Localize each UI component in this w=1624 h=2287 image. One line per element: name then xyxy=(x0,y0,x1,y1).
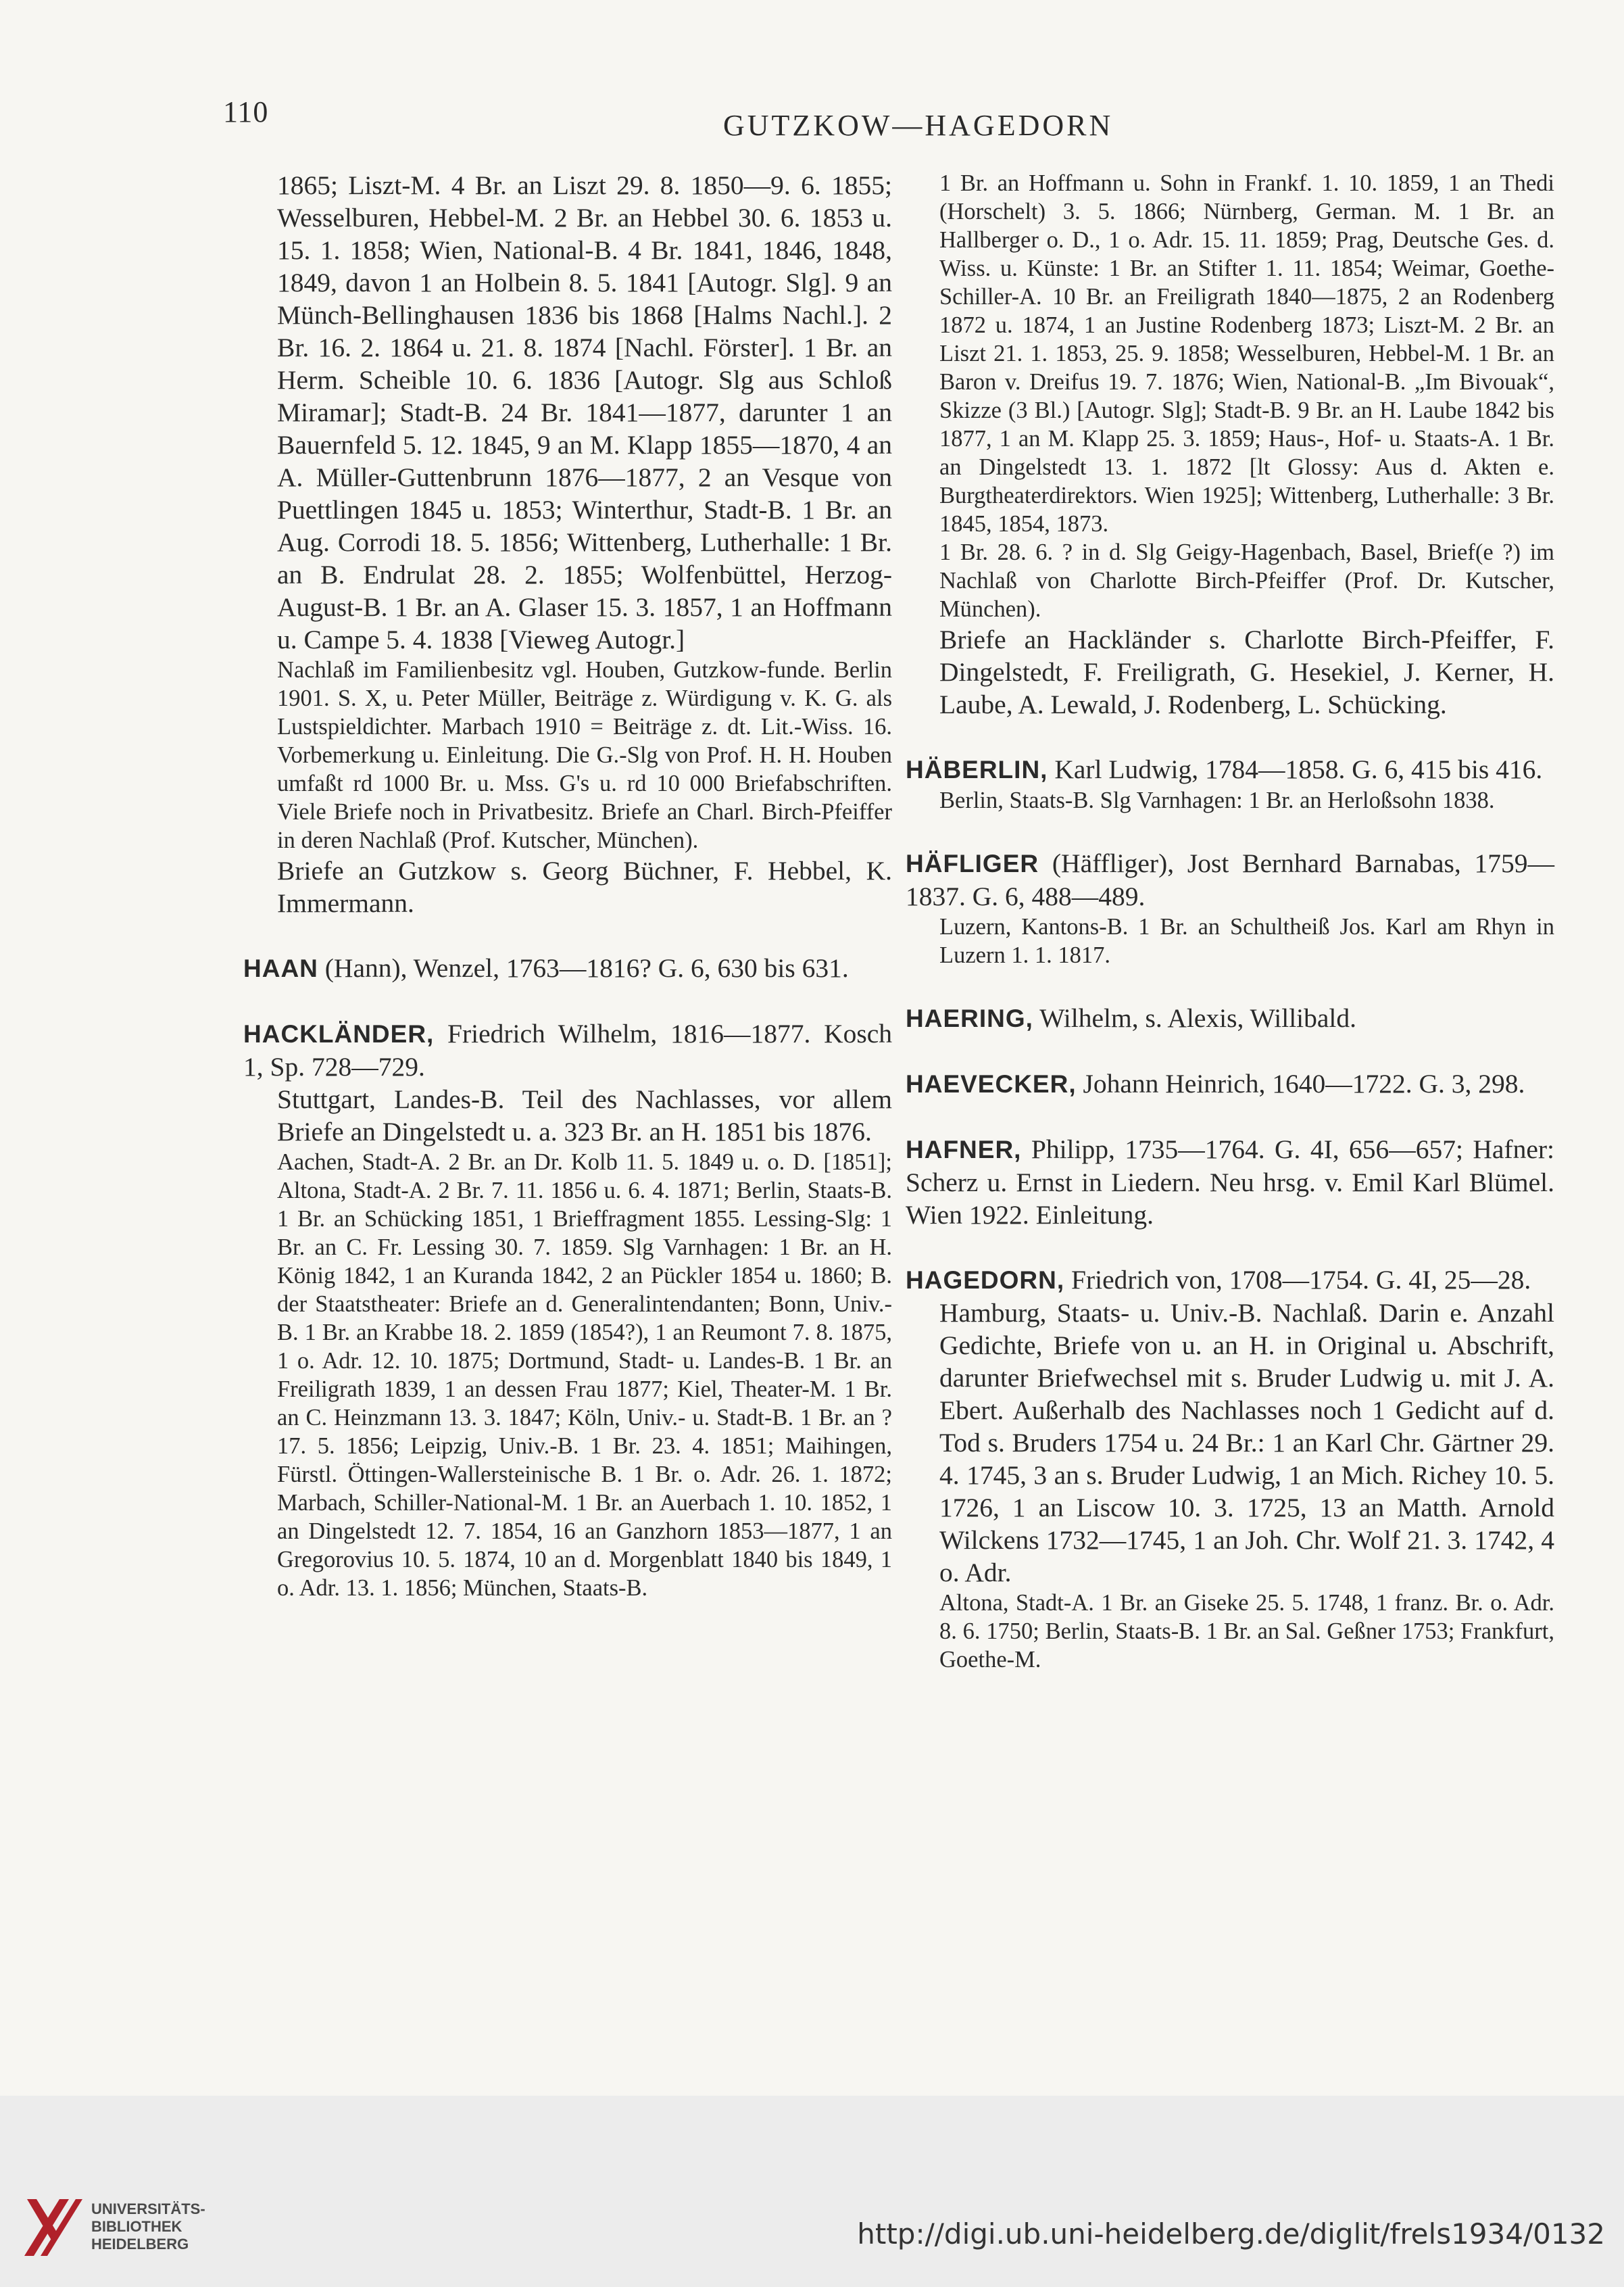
entry-hacklaender-continued xyxy=(906,169,1554,721)
entry-heading: HÄFLIGER (Häffliger), Jost Bernhard Barnabas, 1759—1837. G. 6, 488—489. xyxy=(906,848,1554,911)
entry-heading: HAGEDORN, Friedrich von, 1708—1754. G. 4I, 25—28. xyxy=(906,1265,1531,1295)
page-header xyxy=(0,95,1624,142)
entry-haevecker xyxy=(906,1067,1554,1101)
entry-heading: HAAN (Hann), Wenzel, 1763—1816? G. 6, 630 bis 631. xyxy=(243,953,849,983)
hacklaender-holdings: Aachen, Stadt-A. 2 Br. an Dr. Kolb 11. 5. 1849 u. o. D. [1851]; Altona, Stadt-A. 2 Br. 7. 11. 1856 u. 6. 4. 1871; Berlin, Staats-B. 1 Br. an Schücking 1851, 1 Brieffragment 1855. Lessing-Slg: 1 Br. an C. Fr. Lessing 30. 7. 1859. Slg Varnhagen: 1 Br. an H. König 1842, 1 an Kuranda 1842, 2 an Pückler 1854 u. 1860; B. der Staatstheater: Briefe an d. Generalintendanten; Bonn, Univ.-B. 1 Br. an Krabbe 18. 2. 1859 (1854?), 1 an Reumont 7. 8. 1875, 1 o. Adr. 12. 10. 1875; Dortmund, Stadt- u. Landes-B. 1 Br. an Freiligrath 1839, 1 an dessen Frau 1877; Kiel, Theater-M. 1 Br. an C. Heinzmann 13. 3. 1847; Köln, Univ.- u. Stadt-B. 1 Br. an ? 17. 5. 1856; Leipzig, Univ.-B. 1 Br. 23. 4. 1851; Maihingen, Fürstl. Öttingen-Wallersteinische B. 1 Br. o. Adr. 26. 1. 1872; Marbach, Schiller-National-M. 1 Br. an Auerbach 1. 10. 1852, 1 an Dingelstedt 12. 7. 1854, 16 an Ganzhorn 1853—1877, 1 an Gregorovius 10. 5. 1874, 10 an d. Morgenblatt 1840 bis 1849, 1 o. Adr. 13. 1. 1856; München, Staats-B. xyxy=(277,1149,892,1601)
source-url-link[interactable]: http://digi.ub.uni-heidelberg.de/diglit/frels1934/0132 xyxy=(857,2217,1605,2250)
gutzkow-note: Nachlaß im Familienbesitz vgl. Houben, Gutzkow-funde. Berlin 1901. S. X, u. Peter Müller, Beiträge z. Würdigung v. K. G. als Lustspieldichter. Marbach 1910 = Beiträge z. dt. Lit.-Wiss. 16. Vorbemerkung u. Einleitung. Die G.-Slg von Prof. H. H. Houben umfaßt rd 1000 Br. u. Mss. G's u. rd 10 000 Briefabschriften. Viele Briefe noch in Privatbesitz. Briefe an Charl. Birch-Pfeiffer in deren Nachlaß (Prof. Kutscher, München). xyxy=(277,657,892,853)
headword: HÄFLIGER xyxy=(906,850,1039,877)
headword: HAFNER, xyxy=(906,1136,1022,1163)
headword: HAERING, xyxy=(906,1005,1033,1032)
entry-haeberlin xyxy=(906,753,1554,815)
haefliger-holdings: Luzern, Kantons-B. 1 Br. an Schultheiß Jos. Karl am Rhyn in Luzern 1. 1. 1817. xyxy=(939,914,1554,968)
entry-hagedorn xyxy=(906,1263,1554,1674)
entry-haan xyxy=(243,952,892,985)
library-name: UNIVERSITÄTS- BIBLIOTHEK HEIDELBERG xyxy=(91,2200,205,2253)
gutzkow-crossref: Briefe an Gutzkow s. Georg Büchner, F. Hebbel, K. Immermann. xyxy=(277,856,892,918)
entry-haefliger xyxy=(906,847,1554,969)
left-column xyxy=(243,169,892,1635)
entry-heading: HÄBERLIN, Karl Ludwig, 1784—1858. G. 6, 415 bis 416. xyxy=(906,754,1543,784)
library-footer xyxy=(0,2096,1624,2287)
page-number: 110 xyxy=(223,95,269,128)
entry-heading: HAEVECKER, Johann Heinrich, 1640—1722. G. 3, 298. xyxy=(906,1069,1525,1099)
hacklaender-crossref: Briefe an Hackländer s. Charlotte Birch-Pfeiffer, F. Dingelstedt, F. Freiligrath, G. Hesekiel, J. Kerner, H. Laube, A. Lewald, J. Rodenberg, L. Schücking. xyxy=(939,625,1554,719)
hacklaender-nachlass: Stuttgart, Landes-B. Teil des Nachlasses, vor allem Briefe an Dingelstedt u. a. 323 Br. an H. 1851 bis 1876. xyxy=(277,1084,892,1147)
entry-heading: HAERING, Wilhelm, s. Alexis, Willibald. xyxy=(906,1003,1357,1033)
haeberlin-holdings: Berlin, Staats-B. Slg Varnhagen: 1 Br. an Herloßsohn 1838. xyxy=(939,788,1495,813)
headword: HAAN xyxy=(243,955,318,982)
entry-gutzkow-continued xyxy=(243,169,892,919)
entry-heading: HAFNER, Philipp, 1735—1764. G. 4I, 656—657; Hafner: Scherz u. Ernst in Liedern. Neu hrsg. v. Emil Karl Blümel. Wien 1922. Einleitung. xyxy=(906,1134,1554,1230)
hacklaender-note: 1 Br. 28. 6. ? in d. Slg Geigy-Hagenbach, Basel, Brief(e ?) im Nachlaß von Charlotte Birch-Pfeiffer (Prof. Dr. Kutscher, München). xyxy=(939,539,1554,622)
library-logo-icon xyxy=(19,2194,87,2261)
entry-haering xyxy=(906,1002,1554,1035)
headword: HAEVECKER, xyxy=(906,1070,1077,1098)
gutzkow-holdings: 1865; Liszt-M. 4 Br. an Liszt 29. 8. 1850—9. 6. 1855; Wesselburen, Hebbel-M. 2 Br. an Hebbel 30. 6. 1853 u. 15. 1. 1858; Wien, National-B. 4 Br. 1841, 1846, 1848, 1849, davon 1 an Holbein 8. 5. 1841 [Autogr. Slg]. 9 an Münch-Bellinghausen 1836 bis 1868 [Halms Nachl.]. 2 Br. 16. 2. 1864 u. 21. 8. 1874 [Nachl. Förster]. 1 Br. an Herm. Scheible 10. 6. 1836 [Autogr. Slg aus Schloß Miramar]; Stadt-B. 24 Br. 1841—1877, darunter 1 an Bauernfeld 5. 12. 1845, 9 an M. Klapp 1855—1870, 4 an A. Müller-Guttenbrunn 1876—1877, 2 an Vesque von Puettlingen 1845 u. 1853; Winterthur, Stadt-B. 1 Br. an Aug. Corrodi 18. 5. 1856; Wittenberg, Lutherhalle: 1 Br. an B. Endrulat 28. 2. 1855; Wolfenbüttel, Herzog-August-B. 1 Br. an A. Glaser 15. 3. 1857, 1 an Hoffmann u. Campe 5. 4. 1838 [Vieweg Autogr.] xyxy=(277,170,892,654)
entry-heading: HACKLÄNDER, Friedrich Wilhelm, 1816—1877. Kosch 1, Sp. 728—729. xyxy=(243,1019,892,1082)
headword: HACKLÄNDER, xyxy=(243,1020,435,1048)
running-head: GUTZKOW—HAGEDORN xyxy=(723,109,1114,142)
hagedorn-nachlass: Hamburg, Staats- u. Univ.-B. Nachlaß. Darin e. Anzahl Gedichte, Briefe von u. an H. in Original u. Abschrift, darunter Briefwechsel mit s. Bruder Ludwig u. mit J. A. Ebert. Außerhalb des Nachlasses noch 1 Gedicht auf d. Tod s. Bruders 1754 u. 24 Br.: 1 an Karl Chr. Gärtner 29. 4. 1745, 3 an s. Bruder Ludwig, 1 an Mich. Richey 10. 5. 1726, 1 an Liscow 10. 3. 1725, 13 an Matth. Arnold Wilckens 1732—1745, 1 an Joh. Chr. Wolf 21. 3. 1742, 4 o. Adr. xyxy=(939,1298,1554,1587)
entry-hafner xyxy=(906,1133,1554,1231)
hacklaender-holdings-cont: 1 Br. an Hoffmann u. Sohn in Frankf. 1. 10. 1859, 1 an Thedi (Horschelt) 3. 5. 1866; Nürnberg, German. M. 1 Br. an Hallberger o. D., 1 o. Adr. 15. 11. 1859; Prag, Deutsche Ges. d. Wiss. u. Künste: 1 Br. an Stifter 1. 11. 1854; Weimar, Goethe-Schiller-A. 10 Br. an Freiligrath 1840—1875, 2 an Rodenberg 1872 u. 1874, 1 an Justine Rodenberg 1873; Liszt-M. 2 Br. an Liszt 21. 1. 1853, 25. 9. 1858; Wesselburen, Hebbel-M. 1 Br. an Baron v. Dreifus 19. 7. 1876; Wien, National-B. „Im Bivouak“, Skizze (3 Bl.) [Autogr. Slg]; Stadt-B. 9 Br. an H. Laube 1842 bis 1877, 1 an M. Klapp 25. 3. 1859; Haus-, Hof- u. Staats-A. 1 Br. an Dingelstedt 13. 1. 1872 [lt Glossy: Aus d. Akten e. Burgtheaterdirektors. Wien 1925]; Wittenberg, Lutherhalle: 3 Br. 1845, 1854, 1873. xyxy=(939,170,1554,537)
hagedorn-holdings: Altona, Stadt-A. 1 Br. an Giseke 25. 5. 1748, 1 franz. Br. o. Adr. 8. 6. 1750; Berlin, Staats-B. 1 Br. an Sal. Geßner 1753; Frankfurt, Goethe-M. xyxy=(939,1590,1554,1672)
headword: HÄBERLIN, xyxy=(906,756,1048,784)
entry-hacklaender xyxy=(243,1017,892,1602)
right-column xyxy=(906,169,1554,1706)
headword: HAGEDORN, xyxy=(906,1266,1065,1294)
